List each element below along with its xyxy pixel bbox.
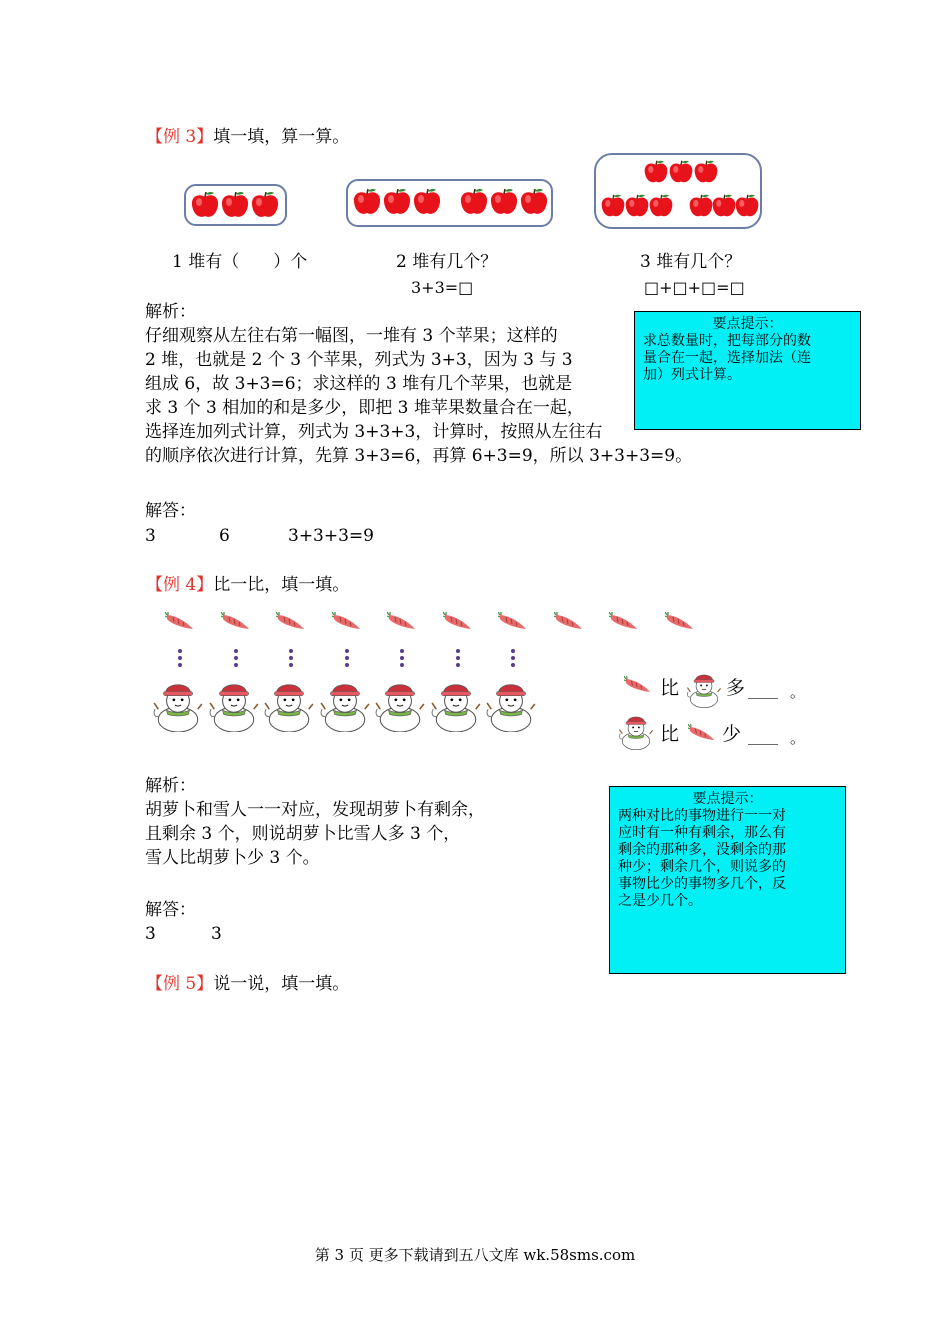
carrot-icon xyxy=(387,612,417,632)
example3-answer-3: 3+3+3=9 xyxy=(288,526,374,546)
compare-less-end: 少 xyxy=(722,723,742,745)
example3-tip-box xyxy=(634,311,861,430)
example4-header xyxy=(146,573,349,597)
caption-one-pile: 1 堆有（ ）个 xyxy=(172,252,308,272)
carrot-icon xyxy=(665,612,695,632)
snowman-icon xyxy=(686,670,722,708)
example4-answer-1: 3 xyxy=(145,924,156,944)
analysis-line: 雪人比胡萝卜少 3 个。 xyxy=(145,848,320,868)
correspondence-dot xyxy=(345,656,349,660)
snowman-icon xyxy=(319,678,371,732)
tip-line: 之是少几个。 xyxy=(618,893,702,909)
snowman-icon xyxy=(152,678,204,732)
analysis-line: 仔细观察从左往右第一幅图，一堆有 3 个苹果；这样的 xyxy=(145,326,558,346)
snowman-icon xyxy=(263,678,315,732)
example4-analysis-label: 解析： xyxy=(145,776,196,796)
correspondence-dot xyxy=(511,663,515,667)
tip-line: 求总数量时，把每部分的数 xyxy=(643,333,811,349)
correspondence-dot xyxy=(234,663,238,667)
apple-icon xyxy=(459,187,489,217)
correspondence-dot xyxy=(178,649,182,653)
analysis-line: 胡萝卜和雪人一一对应，发现胡萝卜有剩余， xyxy=(145,800,485,820)
tip-line: 事物比少的事物多几个，反 xyxy=(618,876,786,892)
apple-icon xyxy=(643,159,669,185)
analysis-line: 2 堆，也就是 2 个 3 个苹果，列式为 3+3，因为 3 与 3 xyxy=(145,350,573,370)
compare-more-period: 。 xyxy=(790,683,806,701)
tip-title: 要点提示： xyxy=(712,316,783,332)
caption-two-piles: 2 堆有几个？ xyxy=(396,252,498,272)
apple-piles-three xyxy=(594,153,762,229)
tip-line: 量合在一起，选择加法（连 xyxy=(643,350,811,366)
example3-analysis-label: 解析： xyxy=(145,302,196,322)
apple-icon xyxy=(352,187,382,217)
carrot-icon xyxy=(624,676,652,695)
apple-icon xyxy=(220,190,250,220)
carrot-icon xyxy=(221,612,251,632)
apple-icon xyxy=(668,159,694,185)
example4-answer-label: 解答： xyxy=(145,900,196,920)
correspondence-dot xyxy=(234,649,238,653)
compare-less-period: 。 xyxy=(790,729,806,747)
correspondence-dot xyxy=(289,649,293,653)
carrot-icon xyxy=(609,612,639,632)
apple-icon xyxy=(734,193,760,219)
example4-title: 比一比，填一填。 xyxy=(213,575,350,595)
apple-icon xyxy=(250,190,280,220)
apple-pile-one xyxy=(184,184,287,226)
correspondence-dot xyxy=(289,656,293,660)
example3-title: 填一填，算一算。 xyxy=(213,127,350,147)
example4-tag: 【例 4】 xyxy=(146,575,214,595)
snowman-icon xyxy=(485,678,537,732)
correspondence-dot xyxy=(234,656,238,660)
carrot-icon xyxy=(332,612,362,632)
example3-answer-1: 3 xyxy=(145,526,156,546)
apple-icon xyxy=(519,187,549,217)
correspondence-dot xyxy=(456,656,460,660)
page-footer: 第 3 页 更多下载请到五八文库 wk.58sms.com xyxy=(314,1246,636,1264)
tip-line: 剩余的那种多，没剩余的那 xyxy=(618,842,786,858)
apple-icon xyxy=(600,193,626,219)
correspondence-dot xyxy=(511,649,515,653)
analysis-line: 组成 6，故 3+3=6；求这样的 3 堆有几个苹果，也就是 xyxy=(145,374,573,394)
tip-line: 种少；剩余几个，则说多的 xyxy=(618,859,786,875)
example3-header xyxy=(146,125,349,149)
tip-line: 两种对比的事物进行一一对 xyxy=(618,808,786,824)
analysis-line: 的顺序依次进行计算，先算 3+3=6，再算 6+3=9，所以 3+3+3=9。 xyxy=(145,446,693,466)
apple-icon xyxy=(624,193,650,219)
snowman-icon xyxy=(374,678,426,732)
apple-piles-two xyxy=(346,179,553,227)
correspondence-dot xyxy=(178,656,182,660)
correspondence-dot xyxy=(400,663,404,667)
apple-icon xyxy=(693,159,719,185)
correspondence-dot xyxy=(178,663,182,667)
example5-tag: 【例 5】 xyxy=(146,974,214,994)
carrot-icon xyxy=(165,612,195,632)
tip-line: 应时有一种有剩余，那么有 xyxy=(618,825,786,841)
example4-answer-2: 3 xyxy=(211,924,222,944)
carrot-icon xyxy=(554,612,584,632)
apple-icon xyxy=(412,187,442,217)
correspondence-dot xyxy=(400,649,404,653)
correspondence-dot xyxy=(511,656,515,660)
tip-title: 要点提示： xyxy=(692,791,763,807)
compare-more-blank: ____ xyxy=(748,681,778,699)
example5-title: 说一说，填一填。 xyxy=(213,974,350,994)
snowman-icon xyxy=(618,712,654,750)
compare-less-mid: 比 xyxy=(660,723,680,745)
correspondence-dot xyxy=(400,656,404,660)
example5-header xyxy=(146,972,349,996)
analysis-line: 且剩余 3 个，则说胡萝卜比雪人多 3 个， xyxy=(145,824,461,844)
carrot-icon xyxy=(443,612,473,632)
caption-three-piles: 3 堆有几个？ xyxy=(640,252,742,272)
apple-icon xyxy=(489,187,519,217)
analysis-line: 求 3 个 3 相加的和是多少，即把 3 堆苹果数量合在一起， xyxy=(145,398,584,418)
apple-icon xyxy=(382,187,412,217)
snowman-icon xyxy=(430,678,482,732)
formula-three-piles: □+□+□=□ xyxy=(644,278,745,297)
correspondence-dot xyxy=(345,663,349,667)
correspondence-dot xyxy=(456,663,460,667)
snowman-icon xyxy=(208,678,260,732)
correspondence-dot xyxy=(289,663,293,667)
carrot-icon xyxy=(276,612,306,632)
compare-more-end: 多 xyxy=(726,677,746,699)
example3-answer-label: 解答： xyxy=(145,501,196,521)
analysis-line: 选择连加列式计算，列式为 3+3+3，计算时，按照从左往右 xyxy=(145,422,603,442)
compare-more-mid: 比 xyxy=(660,677,680,699)
example4-tip-box xyxy=(609,786,846,974)
compare-less-blank: ____ xyxy=(748,727,778,745)
correspondence-dot xyxy=(456,649,460,653)
carrot-icon xyxy=(688,724,716,743)
apple-icon xyxy=(190,190,220,220)
example3-analysis xyxy=(145,324,705,468)
correspondence-dot xyxy=(345,649,349,653)
example3-tag: 【例 3】 xyxy=(146,127,214,147)
tip-line: 加）列式计算。 xyxy=(643,367,741,383)
example4-analysis xyxy=(145,798,485,870)
example3-answer-2: 6 xyxy=(219,526,230,546)
carrot-icon xyxy=(498,612,528,632)
formula-two-piles: 3+3=□ xyxy=(411,278,474,297)
apple-icon xyxy=(648,193,674,219)
